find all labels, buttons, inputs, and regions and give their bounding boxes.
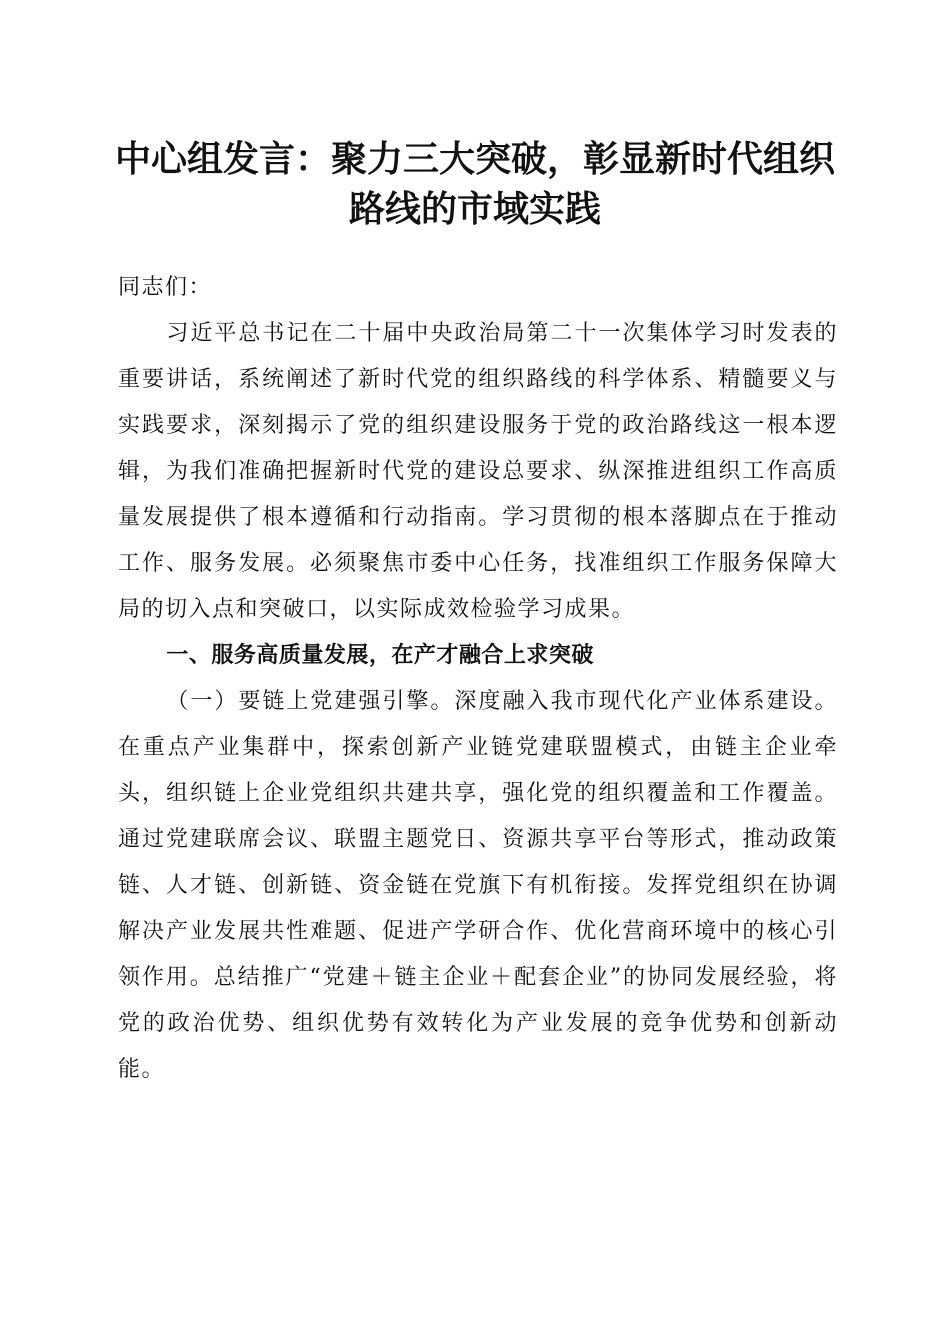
salutation: 同志们： <box>118 275 213 300</box>
section-paragraph: （一）要链上党建强引擎。深度融入我市现代化产业体系建设。在重点产业集群中，探索创新产业链党建联盟模式，由链主企业牵头，组织链上企业党组织共建共享，强化党的组织覆盖和工作覆盖。通过党建联席会议、联盟主题党日、资源共享平台等形式，推动政策链、人才链、创新链、资金链在党旗下有机衔接。发挥党组织在协调解决产业发展共性难题、促进产学研合作、优化营商环境中的核心引领作用。总结推广“党建＋链主企业＋配套企业”的协同发展经验，将党的政治优势、组织优势有效转化为产业发展的竞争优势和创新动能。 <box>118 689 838 1082</box>
intro-paragraph: 习近平总书记在二十届中央政治局第二十一次集体学习时发表的重要讲话，系统阐述了新时代党的组织路线的科学体系、精髓要义与实践要求，深刻揭示了党的组织建设服务于党的政治路线这一根本逻辑，为我们准确把握新时代党的建设总要求、纵深推进组织工作高质量发展提供了根本遵循和行动指南。学习贯彻的根本落脚点在于推动工作、服务发展。必须聚焦市委中心任务，找准组织工作服务保障大局的切入点和突破口，以实际成效检验学习成果。 <box>118 321 838 622</box>
title-line-1: 中心组发言：聚力三大突破，彰显新时代组织 <box>114 138 835 180</box>
document-title <box>100 134 850 234</box>
title-line-2: 路线的市域实践 <box>348 188 601 230</box>
section-heading: 一、服务高质量发展，在产才融合上求突破 <box>166 643 594 668</box>
document-body <box>118 265 838 1093</box>
